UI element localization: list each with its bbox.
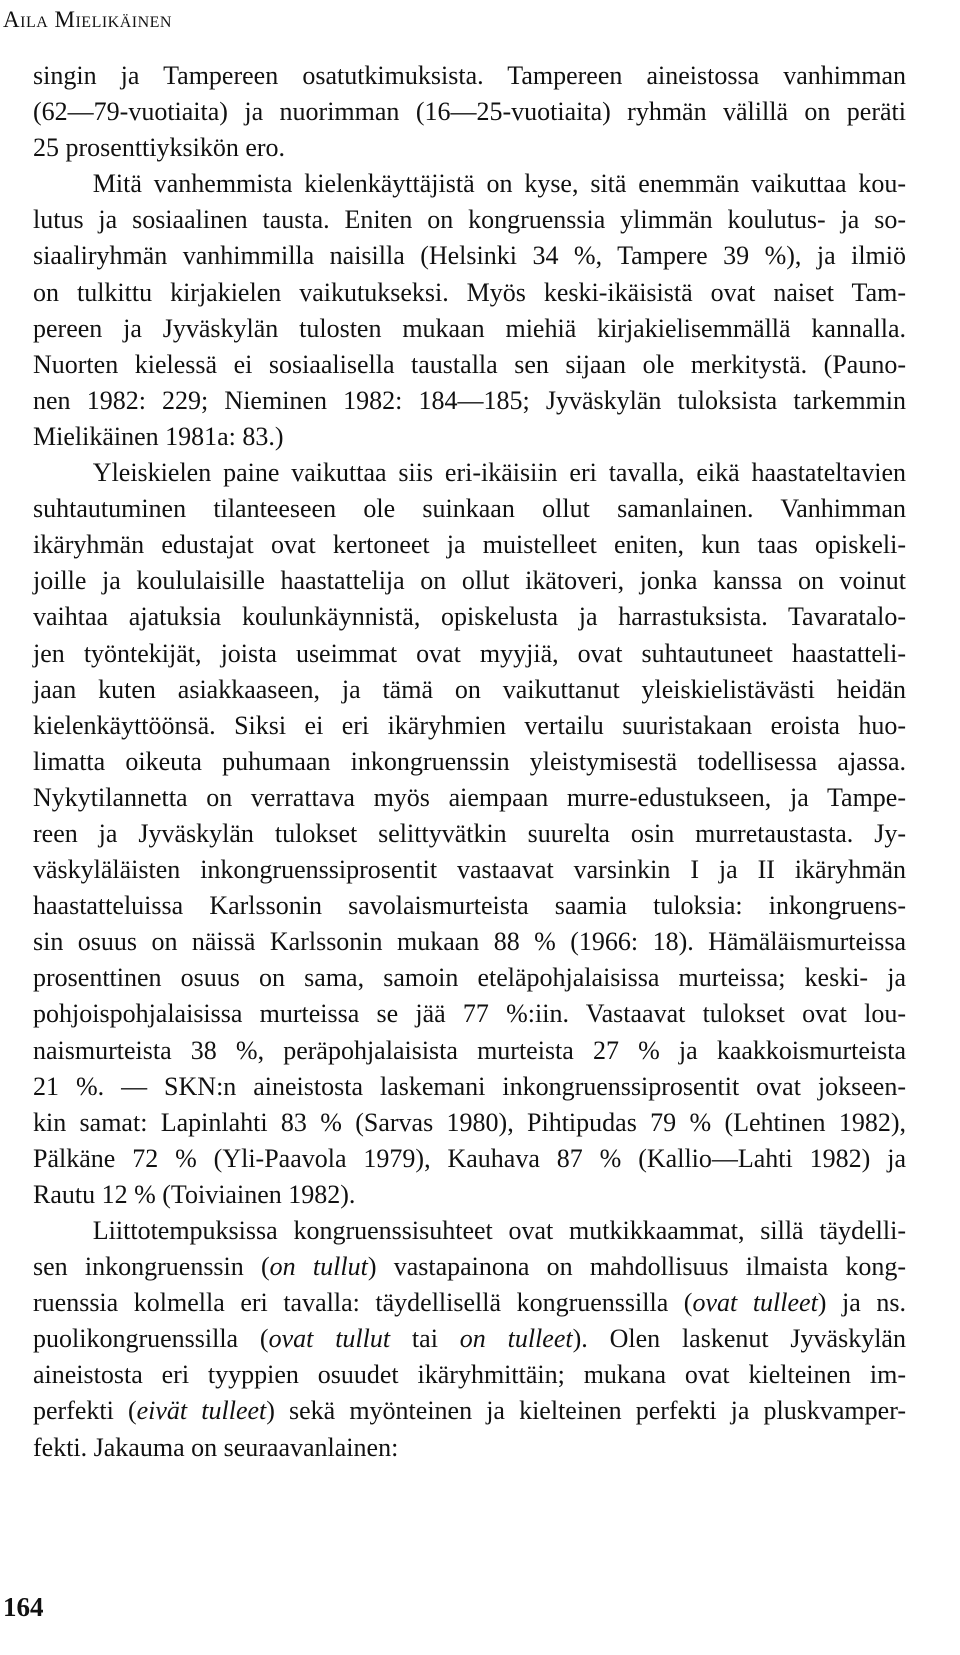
text-line: on tulkittu kirjakielen vaikutukseksi. Myös keski-ikäisistä ovat naiset Tam- [33, 277, 906, 307]
paragraph-first-line: Yleiskielen paine vaikuttaa siis eri-ikäisiin eri tavalla, eikä haastateltavien [92, 458, 906, 488]
text-line: vaihtaa ajatuksia koulunkäynnistä, opiskelusta ja harrastuksista. Tavaratalo- [33, 602, 906, 632]
paragraph-first-line: Liittotempuksissa kongruenssisuhteet ovat mutkikkaammat, sillä täydelli- [92, 1216, 906, 1245]
text-line: perfekti (eivät tulleet) sekä myönteinen ja kielteinen perfekti ja pluskvamper- [33, 1396, 906, 1426]
text-line: 21 %. — SKN:n aineistosta laskemani inkongruenssiprosentit ovat jokseen- [33, 1071, 906, 1101]
text-line: naismurteista 38 %, peräpohjalaisista murteista 27 % ja kaakkoismurteista [33, 1035, 906, 1065]
text-line: nen 1982: 229; Nieminen 1982: 184—185; Jyväskylän tuloksista tarkemmin [33, 385, 906, 415]
text-line: ruenssia kolmella eri tavalla: täydellisellä kongruenssilla (ovat tulleet) ja ns. [33, 1288, 906, 1318]
text-line: pereen ja Jyväskylän tulosten mukaan miehiä kirjakielisemmällä kannalla. [33, 313, 906, 343]
text-line: Mielikäinen 1981a: 83.) [33, 421, 284, 451]
text-line: prosenttinen osuus on sama, samoin eteläpohjalaisissa murteissa; keski- ja [33, 963, 906, 993]
text-line: Nuorten kielessä ei sosiaalisella taustalla sen sijaan ole merkitystä. (Pauno- [33, 349, 906, 379]
body-text [33, 58, 906, 1466]
text-line: kielenkäyttöönsä. Siksi ei eri ikäryhmien vertailu suuristakaan eroista huo- [33, 710, 906, 740]
text-line: suhtautuminen tilanteeseen ole suinkaan ollut samanlainen. Vanhimman [33, 494, 906, 524]
text-line: reen ja Jyväskylän tulokset selittyvätkin suurelta osin murretaustasta. Jy- [33, 818, 906, 848]
text-line: jaan kuten asiakkaaseen, ja tämä on vaikuttanut yleiskielistävästi heidän [33, 674, 906, 704]
running-head: Aila Mielikäinen [3, 7, 172, 32]
text-line: ikäryhmän edustajat ovat kertoneet ja muistelleet eniten, kun taas opiskeli- [33, 530, 906, 560]
text-line: siaaliryhmän vanhimmilla naisilla (Helsinki 34 %, Tampere 39 %), ja ilmiö [33, 241, 906, 271]
text-line: sin osuus on näissä Karlssonin mukaan 88 % (1966: 18). Hämäläismurteissa [33, 927, 906, 957]
text-line: Nykytilannetta on verrattava myös aiempaan murre-edustukseen, ja Tampe- [33, 782, 906, 812]
text-line: puolikongruenssilla (ovat tullut tai on tulleet). Olen laskenut Jyväskylän [33, 1324, 906, 1354]
text-line: joille ja koululaisille haastattelija on ollut ikätoveri, jonka kanssa on voinut [33, 566, 906, 596]
text-line: lutus ja sosiaalinen tausta. Eniten on kongruenssia ylimmän koulutus- ja so- [33, 205, 906, 235]
text-line: Rautu 12 % (Toiviainen 1982). [33, 1179, 356, 1209]
text-line: kin samat: Lapinlahti 83 % (Sarvas 1980), Pihtipudas 79 % (Lehtinen 1982), [33, 1107, 906, 1137]
paragraph-first-line: Mitä vanhemmista kielenkäyttäjistä on kyse, sitä enemmän vaikuttaa kou- [92, 169, 906, 199]
page-number: 164 [3, 1592, 44, 1622]
text-line: Pälkäne 72 % (Yli-Paavola 1979), Kauhava 87 % (Kallio—Lahti 1982) ja [33, 1143, 906, 1173]
text-line: singin ja Tampereen osatutkimuksista. Tampereen aineistossa vanhimman [33, 61, 906, 90]
text-line: (62—79-vuotiaita) ja nuorimman (16—25-vuotiaita) ryhmän välillä on peräti [33, 97, 906, 127]
text-line: limatta oikeuta puhumaan inkongruenssin yleistymisestä todellisessa ajassa. [33, 746, 906, 776]
text-line: aineistosta eri tyyppien osuudet ikäryhmittäin; mukana ovat kielteinen im- [33, 1360, 906, 1390]
text-line: sen inkongruenssin (on tullut) vastapainona on mahdollisuus ilmaista kong- [33, 1252, 907, 1282]
text-line: fekti. Jakauma on seuraavanlainen: [33, 1432, 399, 1462]
text-line: pohjoispohjalaisissa murteissa se jää 77 %:iin. Vastaavat tulokset ovat lou- [33, 999, 906, 1029]
text-line: väskyläläisten inkongruenssiprosentit vastaavat varsinkin I ja II ikäryhmän [33, 855, 906, 885]
text-line: 25 prosenttiyksikön ero. [33, 133, 286, 163]
text-line: jen työntekijät, joista useimmat ovat myyjiä, ovat suhtautuneet haastatteli- [33, 638, 906, 668]
text-line: haastatteluissa Karlssonin savolaismurteista saamia tuloksia: inkongruens- [33, 891, 906, 921]
